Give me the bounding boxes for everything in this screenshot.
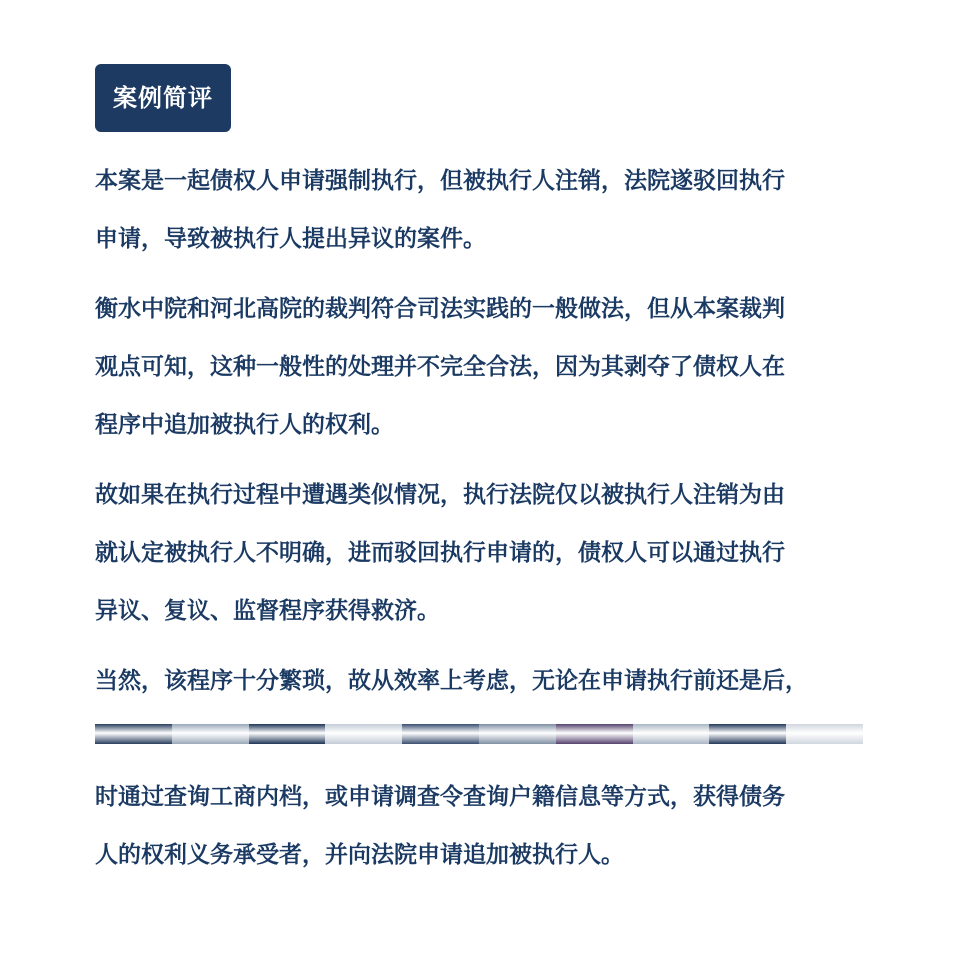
section-title-tag: 案例简评 <box>95 64 231 132</box>
glitch-segment <box>633 724 710 744</box>
paragraph-2 <box>95 280 875 454</box>
text-line: 观点可知，这种一般性的处理并不完全合法，因为其剥夺了债权人在 <box>95 354 785 380</box>
text-line: 时通过查询工商内档，或申请调查令查询户籍信息等方式，获得债务 <box>95 784 785 810</box>
article-section <box>95 64 875 884</box>
paragraph-5 <box>95 768 875 884</box>
glitch-segment <box>402 724 479 744</box>
glitch-segment <box>95 724 172 744</box>
text-line: 程序中追加被执行人的权利。 <box>95 412 394 438</box>
glitch-segment <box>786 724 863 744</box>
text-line: 人的权利义务承受者，并向法院申请追加被执行人。 <box>95 842 624 868</box>
corrupted-image-strip <box>95 724 863 744</box>
paragraph-1 <box>95 152 875 268</box>
text-line: 衡水中院和河北高院的裁判符合司法实践的一般做法，但从本案裁判 <box>95 296 785 322</box>
glitch-segment <box>325 724 402 744</box>
text-line: 本案是一起债权人申请强制执行，但被执行人注销，法院遂驳回执行 <box>95 168 785 194</box>
text-line: 故如果在执行过程中遭遇类似情况，执行法院仅以被执行人注销为由 <box>95 482 785 508</box>
glitch-segment <box>556 724 633 744</box>
text-line: 异议、复议、监督程序获得救济。 <box>95 598 440 624</box>
glitch-segment <box>709 724 786 744</box>
glitch-segment <box>249 724 326 744</box>
glitch-segment <box>479 724 556 744</box>
glitch-segment <box>172 724 249 744</box>
paragraph-4 <box>95 652 875 710</box>
paragraph-3 <box>95 466 875 640</box>
text-line: 就认定被执行人不明确，进而驳回执行申请的，债权人可以通过执行 <box>95 540 785 566</box>
text-line: 当然，该程序十分繁琐，故从效率上考虑，无论在申请执行前还是后， <box>95 668 808 694</box>
text-line: 申请，导致被执行人提出异议的案件。 <box>95 226 486 252</box>
